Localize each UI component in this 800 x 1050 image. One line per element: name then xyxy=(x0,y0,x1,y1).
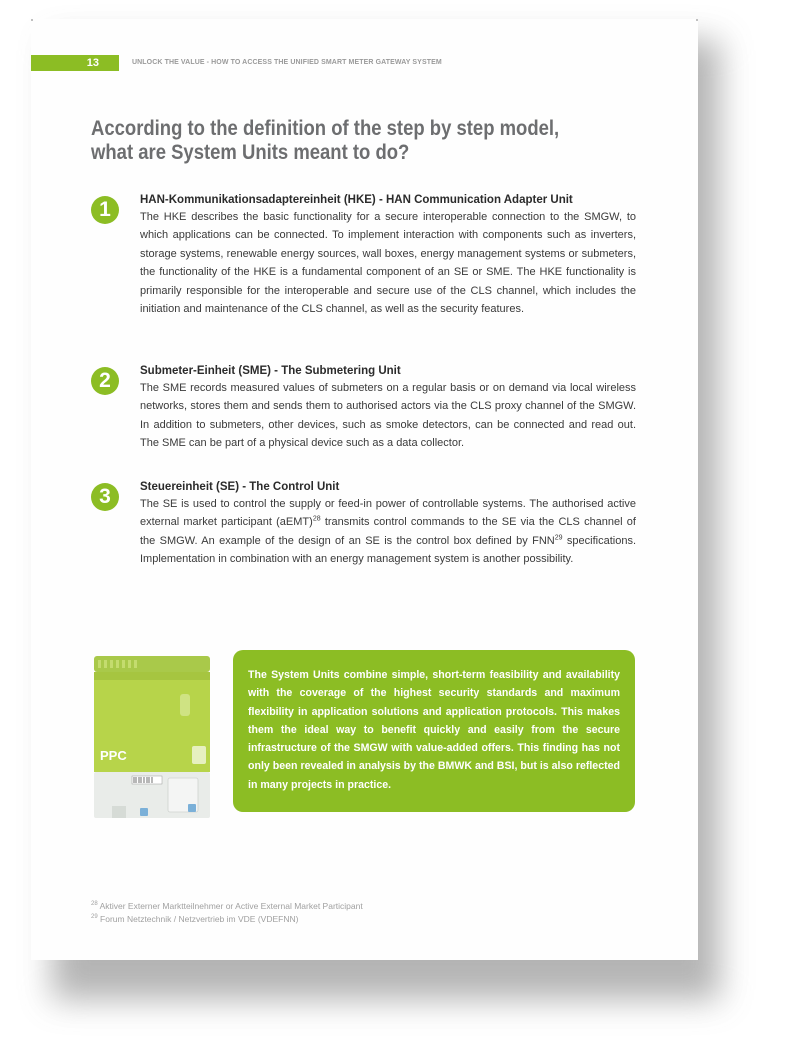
step-body xyxy=(140,495,636,569)
footnote xyxy=(91,899,363,912)
footnote-text: Forum Netztechnik / Netzvertrieb im VDE (VDEFNN) xyxy=(97,913,299,924)
document-page xyxy=(31,19,698,960)
step-item xyxy=(91,363,636,453)
smart-meter-gateway-device-icon xyxy=(92,654,212,826)
callout-box: The System Units combine simple, short-term feasibility and availability with the coverage of the highest security standards and maximum flexibility in application solutions and application protocols. This makes them the ideal way to benefit quickly and easily from the secure infrastructure of the SMGW with value-added offers. This finding has not only been revealed in analysis by the BMWK and BSI, but is also reflected in many projects in practice. xyxy=(233,650,635,812)
step-body-text: The SE is used to control the supply or feed-in power of controllable systems. The authorised active external market participant (aEMT) xyxy=(140,498,636,529)
footnote xyxy=(91,912,363,925)
step-number-badge: 2 xyxy=(91,367,119,395)
footnote-text: Aktiver Externer Marktteilnehmer or Active External Market Participant xyxy=(97,900,363,911)
footnote-ref: 29 xyxy=(554,534,563,542)
step-heading: Submeter-Einheit (SME) - The Submetering Unit xyxy=(140,365,401,377)
footnote-ref: 28 xyxy=(312,515,321,523)
crop-mark xyxy=(31,19,33,21)
page-number: 13 xyxy=(31,55,119,71)
footnote-marker: 28 xyxy=(91,901,98,907)
step-number-badge: 3 xyxy=(91,483,119,511)
step-body: The HKE describes the basic functionality for a secure interoperable connection to the SMGW, to which applications can be connected. To implement interaction with components such as inverters, storage systems, renewable energy sources, wall boxes, energy management systems or submeters, the functionality of the HKE is a fundamental component of an SE or SME. The HKE functionality is primarily responsible for the interoperable and secure use of the CLS channel, which includes the initiation and maintenance of the CLS channel, as well as the security features. xyxy=(140,211,636,316)
step-item xyxy=(91,192,636,318)
running-title: UNLOCK THE VALUE - HOW TO ACCESS THE UNIFIED SMART METER GATEWAY SYSTEM xyxy=(132,59,442,66)
step-body: The SME records measured values of submeters on a regular basis or on demand via local wireless networks, stores them and sends them to authorised actors via the CLS proxy channel of the SMGW. In addition to submeters, other devices, such as smoke detectors, can be connected and read out. The SME can be part of a physical device such as a data collector. xyxy=(140,382,636,450)
step-item xyxy=(91,479,636,569)
device-brand-label: PPC xyxy=(100,748,127,763)
step-number-badge: 1 xyxy=(91,196,119,224)
step-heading: HAN-Kommunikationsadaptereinheit (HKE) - HAN Communication Adapter Unit xyxy=(140,194,573,206)
footnotes xyxy=(91,899,363,925)
footnote-marker: 29 xyxy=(91,913,98,920)
page-title: According to the definition of the step by step model, what are System Units meant to do? xyxy=(91,117,560,164)
crop-mark xyxy=(696,19,698,21)
step-heading: Steuereinheit (SE) - The Control Unit xyxy=(140,481,340,493)
step-body-text: specifications. Implementation in combination with an energy management system is another possibility. xyxy=(140,534,637,566)
step-body-text: transmits control commands to the SE via the CLS channel of the SMGW. An example of the design of an SE is the control box defined by FNN xyxy=(140,516,636,547)
